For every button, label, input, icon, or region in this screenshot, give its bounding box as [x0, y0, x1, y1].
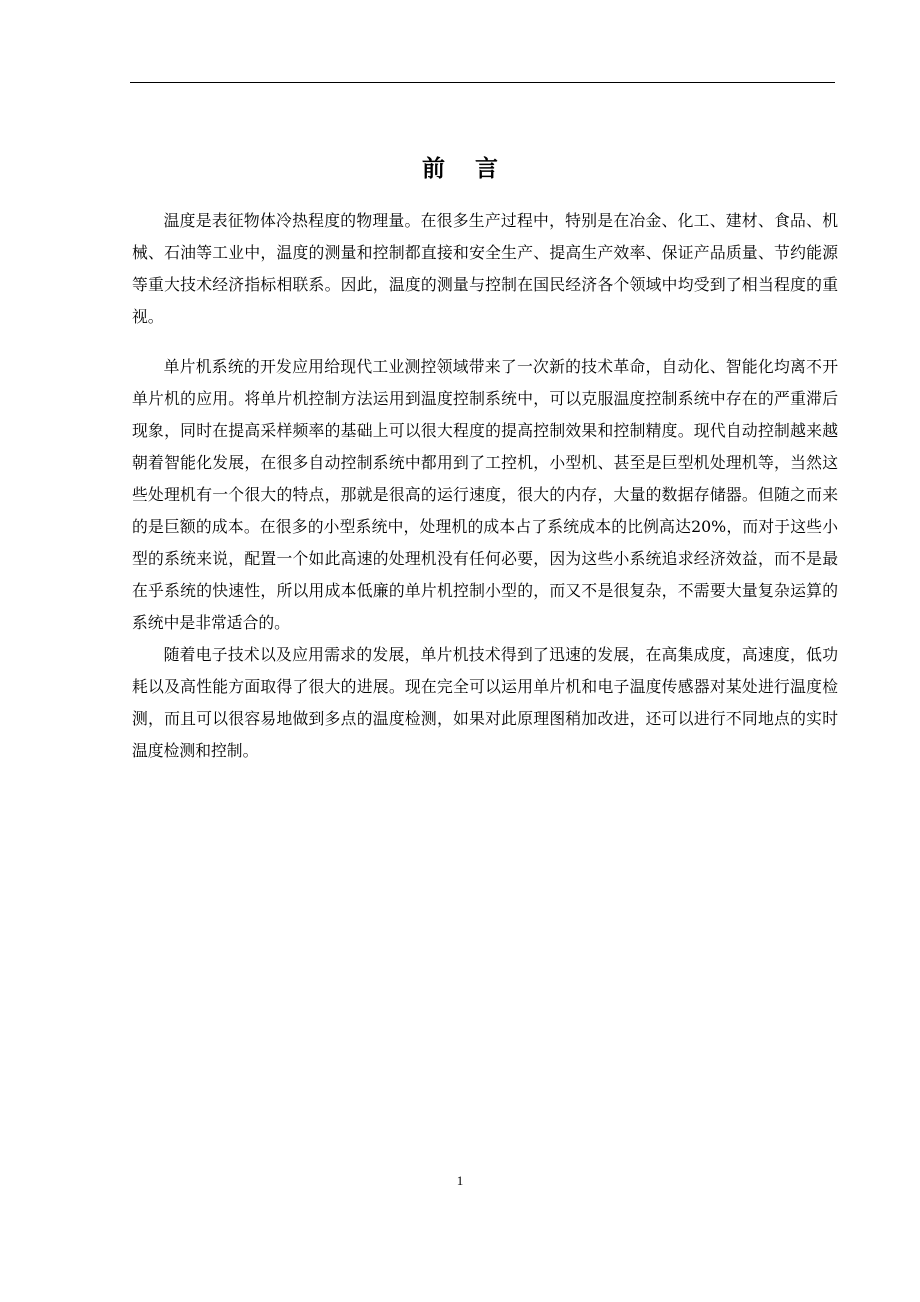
header-rule: [130, 82, 835, 83]
paragraph-2: 单片机系统的开发应用给现代工业测控领域带来了一次新的技术革命，自动化、智能化均离不开单片机的应用。将单片机控制方法运用到温度控制系统中，可以克服温度控制系统中存在的严重滞后现象，同时在提高采样频率的基础上可以很大程度的提高控制效果和控制精度。现代自动控制越来越朝着智能化发展，在很多自动控制系统中都用到了工控机，小型机、甚至是巨型机处理机等，当然这些处理机有一个很大的特点，那就是很高的运行速度，很大的内存，大量的数据存储器。但随之而来的是巨额的成本。在很多的小型系统中，处理机的成本占了系统成本的比例高达20%，而对于这些小型的系统来说，配置一个如此高速的处理机没有任何必要，因为这些小系统追求经济效益，而不是最在乎系统的快速性，所以用成本低廉的单片机控制小型的，而又不是很复杂，不需要大量复杂运算的系统中是非常适合的。: [132, 357, 838, 632]
page-title: 前言: [422, 155, 528, 182]
page-number: 1: [456, 1173, 464, 1188]
paragraph-1: 温度是表征物体冷热程度的物理量。在很多生产过程中，特别是在冶金、化工、建材、食品、机械、石油等工业中，温度的测量和控制都直接和安全生产、提高生产效率、保证产品质量、节约能源等重大技术经济指标相联系。因此，温度的测量与控制在国民经济各个领域中均受到了相当程度的重视。: [132, 211, 838, 326]
document-body: [132, 205, 838, 767]
paragraph-3: 随着电子技术以及应用需求的发展，单片机技术得到了迅速的发展，在高集成度，高速度，低功耗以及高性能方面取得了很大的进展。现在完全可以运用单片机和电子温度传感器对某处进行温度检测，而且可以很容易地做到多点的温度检测，如果对此原理图稍加改进，还可以进行不同地点的实时温度检测和控制。: [132, 645, 838, 760]
